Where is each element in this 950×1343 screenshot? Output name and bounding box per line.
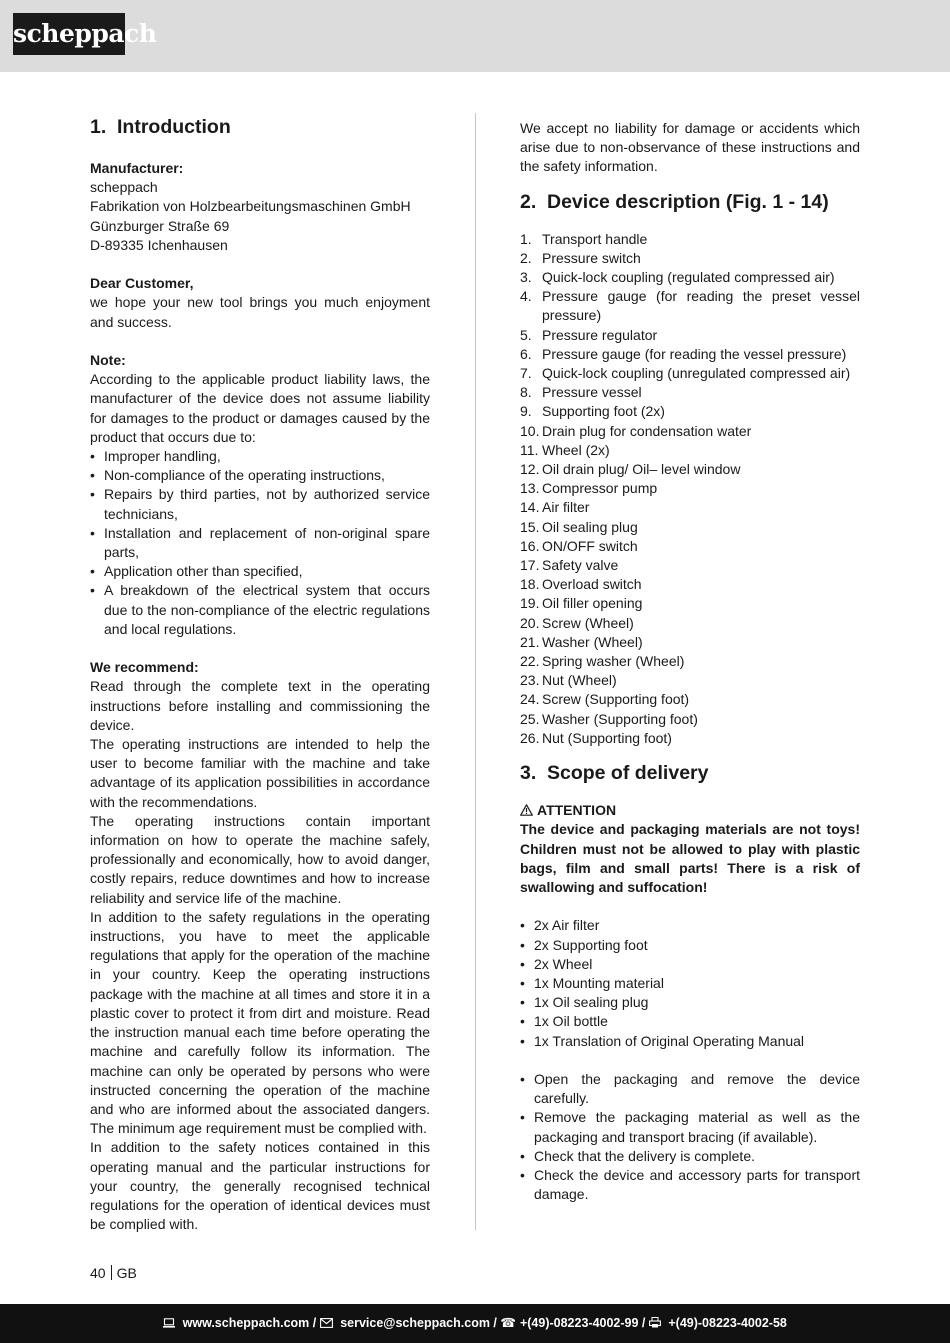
list-item: • A breakdown of the electrical system that occurs due to the non-compliance of the electric regulations and local regulations. bbox=[90, 581, 430, 639]
attention-text: The device and packaging materials are not toys! Children must not be allowed to play with plastic bags, film and small parts! There is a risk of swallowing and suffocation! bbox=[520, 821, 860, 895]
manufacturer-line: D-89335 Ichenhausen bbox=[90, 236, 228, 253]
note-heading: Note: bbox=[90, 352, 126, 368]
warning-triangle-icon bbox=[520, 801, 533, 820]
list-item: 12. Oil drain plug/ Oil– level window bbox=[520, 461, 741, 478]
list-item: • 1x Mounting material bbox=[520, 974, 860, 993]
list-item: • 1x Translation of Original Operating Manual bbox=[520, 1032, 860, 1051]
list-item: 23. Nut (Wheel) bbox=[520, 672, 617, 689]
list-item: 26. Nut (Supporting foot) bbox=[520, 729, 672, 746]
website-link[interactable]: www.scheppach.com bbox=[182, 1316, 310, 1330]
section-heading-introduction: 1. Introduction bbox=[90, 116, 231, 138]
scheppach-logo[interactable]: scheppach bbox=[13, 13, 125, 55]
list-item: 21. Washer (Wheel) bbox=[520, 633, 643, 650]
list-item: • Check the device and accessory parts for transport damage. bbox=[520, 1166, 860, 1204]
list-item: • 2x Wheel bbox=[520, 955, 860, 974]
column-divider bbox=[475, 113, 476, 1230]
recommend-heading: We recommend: bbox=[90, 659, 199, 676]
right-column bbox=[520, 119, 860, 1204]
parts-list bbox=[520, 230, 860, 748]
recommend-paragraph: In addition to the safety regulations in the operating instructions, you have to meet the applicable regulations that apply for the operation of the machine in your country. Keep the operating instructions package with the machine at all times and store it in a plastic cover to protect it from dirt and moisture. Read the instruction manual each time before operating the machine and carefully follow its information. The machine can only be operated by persons who were instructed concerning the operation of the machine and who are informed about the associated dangers. The minimum age requirement must be complied with. bbox=[90, 908, 430, 1137]
list-item: 4. Pressure gauge (for reading the preset vessel pressure) bbox=[520, 288, 860, 324]
list-item: 6. Pressure gauge (for reading the vessel pressure) bbox=[520, 345, 847, 362]
list-item: 1. Transport handle bbox=[520, 230, 648, 247]
section-heading-scope-of-delivery: 3. Scope of delivery bbox=[520, 762, 709, 785]
list-item: 10. Drain plug for condensation water bbox=[520, 422, 752, 439]
manufacturer-line: scheppach bbox=[90, 179, 158, 196]
list-item: • Check that the delivery is complete. bbox=[520, 1147, 860, 1166]
list-item: • Improper handling, bbox=[90, 447, 430, 466]
list-item: 17. Safety valve bbox=[520, 557, 619, 574]
list-item: 18. Overload switch bbox=[520, 576, 642, 593]
left-column bbox=[90, 115, 430, 1234]
recommend-paragraph: The operating instructions contain important information on how to operate the machine safely, professionally and economically, how to avoid danger, costly repairs, reduce downtimes and how to increase reliability and service life of the machine. bbox=[90, 812, 430, 906]
list-item: 20. Screw (Wheel) bbox=[520, 614, 634, 631]
fax-icon bbox=[649, 1316, 664, 1330]
phone-icon: ☎ bbox=[500, 1316, 516, 1330]
list-item: • Non-compliance of the operating instructions, bbox=[90, 466, 430, 485]
list-item: 7. Quick-lock coupling (unregulated compressed air) bbox=[520, 365, 851, 382]
footer-bar: www.scheppach.com / service@scheppach.com / ☎ +(49)-08223-4002-99 / +(49)-08223-4002-58 bbox=[0, 1304, 950, 1343]
note-text: According to the applicable product liability laws, the manufacturer of the device does not assume liability for damages to the product or damages caused by the product that occurs due to: bbox=[90, 371, 430, 445]
list-item: • Remove the packaging material as well as the packaging and transport bracing (if available). bbox=[520, 1108, 860, 1146]
list-item: 9. Supporting foot (2x) bbox=[520, 403, 665, 420]
list-item: • Application other than specified, bbox=[90, 562, 430, 581]
recommend-paragraph: Read through the complete text in the operating instructions before installing and commissioning the device. bbox=[90, 678, 430, 733]
list-item: 13. Compressor pump bbox=[520, 480, 658, 497]
note-list bbox=[90, 447, 430, 639]
manufacturer-heading: Manufacturer: bbox=[90, 160, 184, 176]
list-item: 5. Pressure regulator bbox=[520, 326, 658, 343]
delivery-list bbox=[520, 916, 860, 1050]
customer-text: we hope your new tool brings you much enjoyment and success. bbox=[90, 294, 430, 330]
list-item: 14. Air filter bbox=[520, 499, 590, 516]
list-item: • 1x Oil sealing plug bbox=[520, 993, 860, 1012]
list-item: 8. Pressure vessel bbox=[520, 384, 642, 401]
fax-number[interactable]: +(49)-08223-4002-58 bbox=[668, 1316, 787, 1330]
page-number: 40 GB bbox=[90, 1265, 137, 1281]
computer-icon bbox=[163, 1316, 178, 1330]
list-item: 15. Oil sealing plug bbox=[520, 518, 638, 535]
recommend-paragraph: In addition to the safety notices contained in this operating manual and the particular instructions for your country, the generally recognised technical regulations for the operation of identical devices must be complied with. bbox=[90, 1139, 430, 1233]
list-item: • Installation and replacement of non-original spare parts, bbox=[90, 524, 430, 562]
recommend-paragraph: The operating instructions are intended to help the user to become familiar with the machine and take advantage of its application possibilities in accordance with the recommendations. bbox=[90, 736, 430, 810]
list-item: 24. Screw (Supporting foot) bbox=[520, 691, 690, 708]
list-item: 25. Washer (Supporting foot) bbox=[520, 710, 698, 727]
header-bar bbox=[0, 0, 950, 72]
email-link[interactable]: service@scheppach.com bbox=[340, 1316, 490, 1330]
attention-label: ATTENTION bbox=[520, 801, 860, 820]
list-item: 19. Oil filler opening bbox=[520, 595, 643, 612]
phone-number[interactable]: +(49)-08223-4002-99 bbox=[519, 1316, 639, 1330]
liability-text: We accept no liability for damage or accidents which arise due to non-observance of these instructions and the safety information. bbox=[520, 120, 860, 175]
list-item: 16. ON/OFF switch bbox=[520, 537, 638, 554]
list-item: 22. Spring washer (Wheel) bbox=[520, 653, 685, 670]
manufacturer-line: Fabrikation von Holzbearbeitungsmaschinen GmbH bbox=[90, 198, 411, 215]
list-item: 2. Pressure switch bbox=[520, 249, 641, 266]
list-item: • Repairs by third parties, not by authorized service technicians, bbox=[90, 485, 430, 523]
section-heading-device-description: 2. Device description (Fig. 1 - 14) bbox=[520, 190, 829, 213]
unpack-steps-list bbox=[520, 1070, 860, 1204]
manufacturer-line: Günzburger Straße 69 bbox=[90, 217, 230, 234]
customer-heading: Dear Customer, bbox=[90, 275, 194, 292]
mail-icon bbox=[320, 1316, 336, 1330]
list-item: 11. Wheel (2x) bbox=[520, 441, 610, 458]
list-item: 3. Quick-lock coupling (regulated compressed air) bbox=[520, 269, 835, 286]
list-item: • 1x Oil bottle bbox=[520, 1012, 860, 1031]
list-item: • Open the packaging and remove the device carefully. bbox=[520, 1070, 860, 1108]
list-item: • 2x Supporting foot bbox=[520, 936, 860, 955]
list-item: • 2x Air filter bbox=[520, 916, 860, 935]
